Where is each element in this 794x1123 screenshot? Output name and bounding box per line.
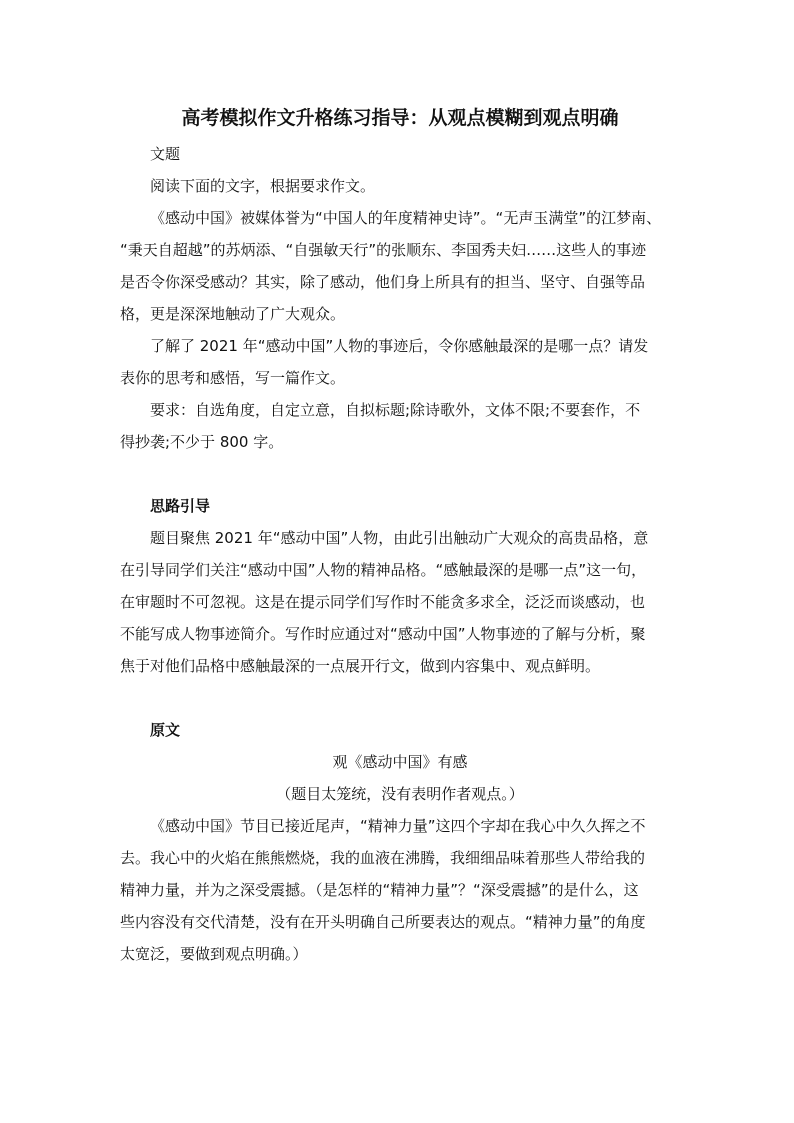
section-spacer — [120, 458, 680, 490]
requirements-line: 得抄袭;不少于 800 字。 — [120, 433, 284, 451]
essay-title: 观《感动中国》有感 — [332, 753, 468, 771]
prompt-label: 文题 — [150, 145, 181, 163]
prompt-paragraph-line: 格，更是深深地触动了广大观众。 — [120, 305, 346, 323]
prompt-paragraph-line: 《感动中国》被媒体誉为“中国人的年度精神史诗”。“无声玉满堂”的江梦南、 — [150, 209, 662, 227]
guide-line: 焦于对他们品格中感触最深的一点展开行文，做到内容集中、观点鲜明。 — [120, 657, 601, 675]
guide-line: 在审题时不可忽视。这是在提示同学们写作时不能贪多求全，泛泛而谈感动，也 — [120, 593, 646, 611]
instruction-text: 阅读下面的文字，根据要求作文。 — [150, 177, 376, 195]
guide-line: 在引导同学们关注“感动中国”人物的精神品格。“感触最深的是哪一点”这一句， — [120, 561, 647, 579]
prompt-paragraph-line: “秉天自超越”的苏炳添、“自强敏天行”的张顺东、李国秀夫妇……这些人的事迹 — [120, 241, 647, 259]
essay-line: 《感动中国》节目已接近尾声，“精神力量”这四个字却在我心中久久挥之不 — [150, 817, 646, 835]
guide-line: 题目聚焦 2021 年“感动中国”人物，由此引出触动广大观众的高贵品格，意 — [150, 529, 649, 547]
original-heading: 原文 — [150, 721, 181, 739]
question-paragraph-line: 表你的思考和感悟，写一篇作文。 — [120, 369, 346, 387]
document-content — [120, 98, 680, 970]
essay-line: 太宽泛，要做到观点明确。） — [120, 945, 308, 963]
essay-note: （题目太笼统，没有表明作者观点。） — [276, 785, 524, 803]
prompt-paragraph-line: 是否令你深受感动？其实，除了感动，他们身上所具有的担当、坚守、自强等品 — [120, 273, 646, 291]
essay-line: 精神力量，并为之深受震撼。（是怎样的“精神力量”？“深受震撼”的是什么，这 — [120, 881, 639, 899]
document-title: 高考模拟作文升格练习指导：从观点模糊到观点明确 — [181, 107, 619, 129]
guide-heading: 思路引导 — [150, 497, 211, 515]
question-paragraph-line: 了解了 2021 年“感动中国”人物的事迹后，令你感触最深的是哪一点？请发 — [150, 337, 649, 355]
requirements-line: 要求：自选角度，自定立意，自拟标题;除诗歌外，文体不限;不要套作，不 — [150, 401, 641, 419]
section-spacer — [120, 682, 680, 714]
essay-line: 些内容没有交代清楚，没有在开头明确自己所要表达的观点。“精神力量”的角度 — [120, 913, 646, 931]
guide-line: 不能写成人物事迹简介。写作时应通过对“感动中国”人物事迹的了解与分析，聚 — [120, 625, 646, 643]
essay-line: 去。我心中的火焰在熊熊燃烧，我的血液在沸腾，我细细品味着那些人带给我的 — [120, 849, 646, 867]
